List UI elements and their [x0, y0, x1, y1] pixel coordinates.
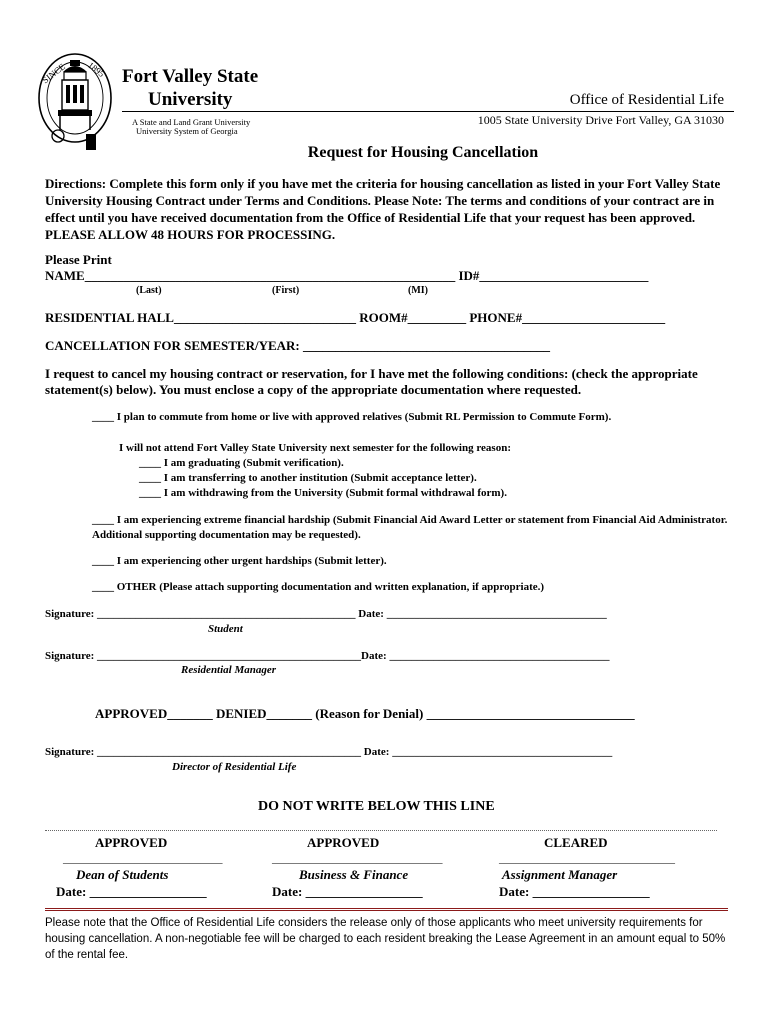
name-first-caption: (First) — [272, 285, 300, 296]
footer-note: Please note that the Office of Residential Life considers the release only of those applicants who meet university requirements for housing cancellation. A non-negotiable fee will be charged to each resident breaking the Lease Agreement in an amount equal to 50% of the rental fee. — [45, 917, 726, 961]
assignment-date-field[interactable]: Date: __________________ — [499, 884, 650, 899]
student-signature-field[interactable]: Signature: _______________________________________________ Date: ________________________________________ — [45, 608, 607, 620]
business-caption: Business & Finance — [299, 867, 409, 882]
header-rule — [122, 111, 734, 112]
request-intro: I request to cancel my housing contract or reservation, for I have met the following conditions: (check the appropriate statement(s) below). You must enclose a copy of the appropriate documentation where requested. — [45, 366, 698, 397]
dean-date-field[interactable]: Date: __________________ — [56, 884, 207, 899]
university-seal-logo — [36, 50, 114, 156]
directions-text: Directions: Complete this form only if you have met the criteria for housing cancellation as listed in your Fort Valley State University Housing Contract under Terms and Conditions. Please Note: The terms and conditions of your contract are in effect until you have received documentation from the Office of Residential Life that your request has been approved. PLEASE ALLOW 48 HOURS FOR PROCESSING. — [45, 176, 721, 242]
business-status: APPROVED — [307, 835, 380, 850]
semester-year-field[interactable]: CANCELLATION FOR SEMESTER/YEAR: ______________________________________ — [45, 338, 550, 353]
do-not-write-heading: DO NOT WRITE BELOW THIS LINE — [258, 799, 495, 814]
seal-text-left: SINCE — [40, 61, 68, 86]
tagline-land-grant: A State and Land Grant University — [132, 117, 251, 127]
name-id-field[interactable]: NAME_________________________________________________________ ID#__________________________ — [45, 268, 649, 283]
option-other[interactable]: ____ OTHER (Please attach supporting documentation and written explanation, if appropriate.) — [92, 581, 545, 593]
hall-room-phone-field[interactable]: RESIDENTIAL HALL____________________________ ROOM#_________ PHONE#______________________ — [45, 310, 666, 325]
option-commute[interactable]: ____ I plan to commute from home or live with approved relatives (Submit RL Permission to Commute Form). — [92, 411, 612, 423]
office-address: 1005 State University Drive Fort Valley, GA 31030 — [477, 113, 724, 127]
option-not-attend: I will not attend Fort Valley State University next semester for the following reason: — [119, 442, 511, 454]
option-withdrawing[interactable]: ____ I am withdrawing from the University (Submit formal withdrawal form). — [139, 487, 507, 499]
business-date-field[interactable]: Date: __________________ — [272, 884, 423, 899]
dean-caption: Dean of Students — [76, 867, 169, 882]
name-mi-caption: (MI) — [408, 285, 428, 296]
assignment-status: CLEARED — [544, 835, 608, 850]
manager-caption: Residential Manager — [181, 664, 277, 676]
please-print-label: Please Print — [45, 252, 112, 267]
dean-signature-line[interactable]: _____________________________ — [63, 853, 223, 865]
university-name-line1: Fort Valley State — [122, 66, 259, 87]
option-graduating[interactable]: ____ I am graduating (Submit verification). — [139, 457, 344, 469]
seal-text-right: 1895 — [86, 60, 107, 79]
approval-decision-line[interactable]: APPROVED_______ DENIED_______ (Reason for Denial) ________________________________ — [95, 706, 635, 721]
office-name: Office of Residential Life — [569, 92, 724, 108]
option-financial-hardship[interactable]: ____ I am experiencing extreme financial hardship (Submit Financial Aid Award Letter or statement from Financial Aid Administrator. Additional supporting documentation may be requested). — [92, 514, 728, 541]
director-signature-field[interactable]: Signature: ________________________________________________ Date: ________________________________________ — [45, 746, 613, 758]
business-signature-line[interactable]: _______________________________ — [272, 853, 443, 865]
manager-signature-field[interactable]: Signature: ________________________________________________Date: ________________________________________ — [45, 650, 610, 662]
assignment-caption: Assignment Manager — [502, 867, 618, 882]
student-caption: Student — [208, 623, 243, 635]
option-urgent-hardship[interactable]: ____ I am experiencing other urgent hardships (Submit letter). — [92, 555, 387, 567]
form-title: Request for Housing Cancellation — [307, 144, 539, 161]
tagline-usg: University System of Georgia — [136, 126, 238, 136]
dean-status: APPROVED — [95, 835, 168, 850]
office-use-divider — [45, 830, 717, 831]
director-caption: Director of Residential Life — [172, 761, 297, 773]
assignment-signature-line[interactable]: ________________________________ — [499, 853, 675, 865]
university-name-line2: University — [148, 89, 233, 110]
footer-rule — [45, 908, 728, 911]
option-transferring[interactable]: ____ I am transferring to another institution (Submit acceptance letter). — [139, 472, 477, 484]
name-last-caption: (Last) — [136, 285, 162, 296]
